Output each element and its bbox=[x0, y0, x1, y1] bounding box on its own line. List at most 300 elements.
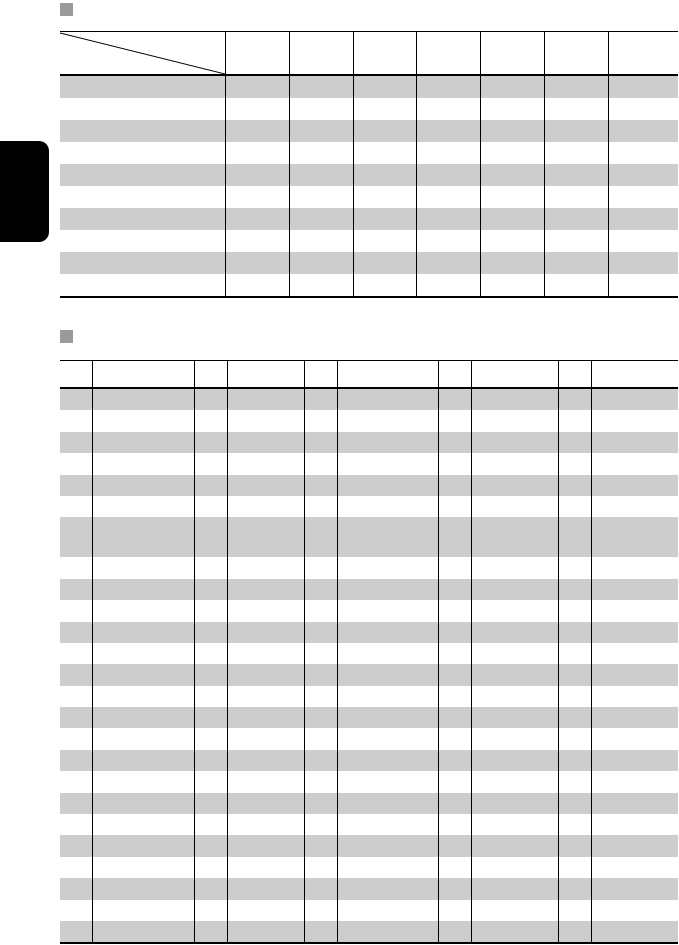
table-2-row bbox=[60, 750, 678, 771]
table-2-cell bbox=[60, 686, 92, 707]
table-1-cell bbox=[225, 120, 289, 142]
table-2-cell bbox=[227, 728, 304, 749]
table-2-cell bbox=[438, 835, 471, 856]
table-2-cell bbox=[337, 793, 438, 814]
table-2-cell bbox=[471, 707, 558, 728]
table-2-cell bbox=[194, 793, 227, 814]
table-2-cell bbox=[92, 517, 194, 557]
table-2-cell bbox=[438, 728, 471, 749]
table-2 bbox=[60, 360, 678, 944]
table-1-row bbox=[60, 230, 678, 252]
table-2-cell bbox=[227, 857, 304, 878]
table-2-row bbox=[60, 835, 678, 856]
table-2-cell bbox=[304, 814, 337, 835]
table-1-cell bbox=[60, 98, 225, 120]
table-1-cell bbox=[416, 120, 480, 142]
table-2-row bbox=[60, 600, 678, 621]
table-2-row bbox=[60, 517, 678, 557]
table-2-cell bbox=[92, 453, 194, 474]
table-2-cell bbox=[92, 728, 194, 749]
table-2-cell bbox=[92, 496, 194, 517]
table-1-cell bbox=[60, 230, 225, 252]
table-1-cell bbox=[353, 252, 416, 274]
table-2-cell bbox=[227, 643, 304, 664]
table-2-cell bbox=[471, 771, 558, 792]
table-1-cell bbox=[289, 274, 353, 297]
table-2-cell bbox=[227, 475, 304, 496]
table-2-cell bbox=[194, 557, 227, 578]
table-2-cell bbox=[60, 517, 92, 557]
table-2-cell bbox=[471, 643, 558, 664]
table-2-cell bbox=[194, 728, 227, 749]
table-2-row bbox=[60, 410, 678, 431]
table-2-cell bbox=[471, 900, 558, 921]
table-2-cell bbox=[92, 579, 194, 600]
table-2-cell bbox=[337, 579, 438, 600]
table-2-cell bbox=[591, 900, 678, 921]
table-2-cell bbox=[92, 388, 194, 410]
table-1-cell bbox=[480, 164, 544, 186]
table-2-cell bbox=[304, 557, 337, 578]
table-1-cell bbox=[353, 142, 416, 164]
table-1-cell bbox=[353, 186, 416, 208]
table-2-cell bbox=[227, 517, 304, 557]
table-2-cell bbox=[92, 600, 194, 621]
table-1-cell bbox=[60, 208, 225, 230]
table-1-cell bbox=[289, 164, 353, 186]
table-2-cell bbox=[558, 600, 591, 621]
table-2-cell bbox=[438, 793, 471, 814]
table-2-cell bbox=[558, 517, 591, 557]
table-2-cell bbox=[558, 622, 591, 643]
table-2-cell bbox=[558, 643, 591, 664]
table-2-cell bbox=[304, 728, 337, 749]
table-1 bbox=[60, 31, 678, 298]
table-2-cell bbox=[591, 622, 678, 643]
table-2-cell bbox=[337, 750, 438, 771]
table-2-header-cell bbox=[438, 361, 471, 389]
table-2-cell bbox=[337, 475, 438, 496]
table-2-cell bbox=[558, 557, 591, 578]
table-2-cell bbox=[591, 517, 678, 557]
table-2-cell bbox=[60, 643, 92, 664]
table-2-cell bbox=[92, 432, 194, 453]
table-2-cell bbox=[60, 475, 92, 496]
table-1-header-cell bbox=[289, 32, 353, 76]
table-2-cell bbox=[337, 878, 438, 899]
table-1-cell bbox=[353, 208, 416, 230]
table-2-cell bbox=[591, 878, 678, 899]
table-2-cell bbox=[194, 921, 227, 943]
table-2-cell bbox=[194, 475, 227, 496]
table-1-cell bbox=[416, 164, 480, 186]
table-2-cell bbox=[471, 622, 558, 643]
table-2-cell bbox=[558, 835, 591, 856]
table-1-cell bbox=[608, 164, 678, 186]
table-2-cell bbox=[591, 475, 678, 496]
table-2-cell bbox=[438, 921, 471, 943]
table-2-cell bbox=[337, 664, 438, 685]
table-1-cell bbox=[480, 98, 544, 120]
table-2-cell bbox=[227, 771, 304, 792]
table-2-cell bbox=[92, 643, 194, 664]
table-2-cell bbox=[194, 517, 227, 557]
table-2-cell bbox=[60, 410, 92, 431]
table-2-cell bbox=[438, 707, 471, 728]
table-2-cell bbox=[194, 835, 227, 856]
table-2-cell bbox=[304, 750, 337, 771]
table-2-cell bbox=[438, 475, 471, 496]
table-2-cell bbox=[194, 453, 227, 474]
table-2-cell bbox=[558, 686, 591, 707]
table-2-cell bbox=[92, 475, 194, 496]
table-2-cell bbox=[471, 921, 558, 943]
table-2-cell bbox=[337, 900, 438, 921]
table-2-row bbox=[60, 814, 678, 835]
table-1-cell bbox=[225, 164, 289, 186]
table-2-cell bbox=[591, 600, 678, 621]
table-2-row bbox=[60, 728, 678, 749]
table-2-cell bbox=[337, 771, 438, 792]
table-2-cell bbox=[304, 793, 337, 814]
table-1-cell bbox=[608, 252, 678, 274]
table-1-cell bbox=[608, 208, 678, 230]
table-2-row bbox=[60, 707, 678, 728]
table-2-cell bbox=[194, 410, 227, 431]
table-2-cell bbox=[337, 835, 438, 856]
table-2-cell bbox=[227, 432, 304, 453]
table-2-cell bbox=[438, 750, 471, 771]
table-1-cell bbox=[480, 230, 544, 252]
table-2-header-row bbox=[60, 361, 678, 389]
table-1-cell bbox=[353, 164, 416, 186]
table-2-cell bbox=[471, 728, 558, 749]
table-2-cell bbox=[438, 900, 471, 921]
table-2-cell bbox=[591, 707, 678, 728]
table-1-cell bbox=[544, 252, 608, 274]
table-2-cell bbox=[438, 814, 471, 835]
table-2-header-cell bbox=[471, 361, 558, 389]
table-2-cell bbox=[60, 453, 92, 474]
table-2-cell bbox=[337, 496, 438, 517]
table-1-cell bbox=[480, 252, 544, 274]
table-1-cell bbox=[353, 98, 416, 120]
table-2-cell bbox=[438, 432, 471, 453]
table-1-cell bbox=[608, 120, 678, 142]
table-2-cell bbox=[60, 432, 92, 453]
table-2-cell bbox=[438, 517, 471, 557]
table-2-cell bbox=[471, 814, 558, 835]
table-2-cell bbox=[558, 707, 591, 728]
table-2-cell bbox=[471, 517, 558, 557]
table-2-row bbox=[60, 475, 678, 496]
table-2-cell bbox=[227, 388, 304, 410]
table-1-cell bbox=[225, 142, 289, 164]
table-1-row bbox=[60, 98, 678, 120]
table-2-cell bbox=[558, 432, 591, 453]
table-2-cell bbox=[60, 622, 92, 643]
table-2-cell bbox=[558, 793, 591, 814]
table-1-cell bbox=[480, 186, 544, 208]
table-2-header-cell bbox=[92, 361, 194, 389]
table-2-cell bbox=[337, 517, 438, 557]
table-2-cell bbox=[227, 835, 304, 856]
table-2-cell bbox=[304, 921, 337, 943]
table-1-cell bbox=[353, 274, 416, 297]
table-2-cell bbox=[304, 664, 337, 685]
table-2-cell bbox=[227, 814, 304, 835]
table-2-cell bbox=[438, 410, 471, 431]
table-2-cell bbox=[591, 432, 678, 453]
table-2-cell bbox=[471, 750, 558, 771]
table-2-cell bbox=[194, 388, 227, 410]
table-2-cell bbox=[337, 622, 438, 643]
table-1-cell bbox=[60, 142, 225, 164]
table-2-cell bbox=[591, 686, 678, 707]
table-2-row bbox=[60, 771, 678, 792]
table-1-cell bbox=[353, 120, 416, 142]
table-2-cell bbox=[194, 771, 227, 792]
table-2-cell bbox=[194, 579, 227, 600]
table-2-cell bbox=[227, 453, 304, 474]
table-2-cell bbox=[304, 579, 337, 600]
table-2-cell bbox=[591, 388, 678, 410]
section-1-marker bbox=[60, 3, 73, 16]
table-2-cell bbox=[471, 878, 558, 899]
table-2-cell bbox=[337, 857, 438, 878]
table-1-cell bbox=[225, 186, 289, 208]
table-2-cell bbox=[92, 750, 194, 771]
table-2-cell bbox=[471, 410, 558, 431]
table-2-cell bbox=[337, 728, 438, 749]
table-1-cell bbox=[608, 98, 678, 120]
table-2-cell bbox=[194, 600, 227, 621]
table-2-cell bbox=[337, 814, 438, 835]
table-2-cell bbox=[60, 664, 92, 685]
table-2-row bbox=[60, 793, 678, 814]
table-2-cell bbox=[471, 453, 558, 474]
table-1-cell bbox=[225, 75, 289, 98]
table-2-cell bbox=[304, 410, 337, 431]
table-2-cell bbox=[227, 600, 304, 621]
table-1-cell bbox=[544, 274, 608, 297]
table-2-cell bbox=[92, 622, 194, 643]
table-2-cell bbox=[304, 600, 337, 621]
table-2-cell bbox=[337, 410, 438, 431]
table-2-row bbox=[60, 686, 678, 707]
table-2-cell bbox=[438, 388, 471, 410]
table-2-cell bbox=[591, 557, 678, 578]
table-2-cell bbox=[438, 600, 471, 621]
table-2-cell bbox=[591, 453, 678, 474]
table-2-cell bbox=[304, 686, 337, 707]
table-2-row bbox=[60, 857, 678, 878]
table-2-cell bbox=[227, 750, 304, 771]
table-2-header-cell bbox=[60, 361, 92, 389]
table-1-cell bbox=[289, 230, 353, 252]
table-2-cell bbox=[558, 410, 591, 431]
table-2-row bbox=[60, 643, 678, 664]
table-1-row bbox=[60, 274, 678, 297]
table-2-cell bbox=[438, 664, 471, 685]
table-1-cell bbox=[60, 186, 225, 208]
table-2-cell bbox=[304, 707, 337, 728]
table-2-cell bbox=[337, 388, 438, 410]
table-2-cell bbox=[304, 622, 337, 643]
table-2-cell bbox=[60, 707, 92, 728]
table-2-cell bbox=[60, 496, 92, 517]
table-1-cell bbox=[544, 164, 608, 186]
table-2-cell bbox=[304, 453, 337, 474]
table-2-cell bbox=[591, 579, 678, 600]
table-2-cell bbox=[471, 579, 558, 600]
table-1-row bbox=[60, 186, 678, 208]
table-2-cell bbox=[194, 432, 227, 453]
table-2-cell bbox=[558, 475, 591, 496]
table-2-cell bbox=[558, 728, 591, 749]
table-1-row bbox=[60, 164, 678, 186]
table-2-cell bbox=[92, 410, 194, 431]
table-2-cell bbox=[471, 857, 558, 878]
table-2-cell bbox=[92, 835, 194, 856]
table-2-cell bbox=[227, 664, 304, 685]
table-2-cell bbox=[558, 900, 591, 921]
table-2-cell bbox=[92, 921, 194, 943]
table-2-cell bbox=[60, 878, 92, 899]
table-2-cell bbox=[337, 707, 438, 728]
table-1-cell bbox=[608, 142, 678, 164]
table-2-row bbox=[60, 921, 678, 943]
table-2-cell bbox=[194, 857, 227, 878]
table-2-cell bbox=[558, 921, 591, 943]
table-2-cell bbox=[60, 750, 92, 771]
table-2-cell bbox=[304, 475, 337, 496]
table-1-header-cell bbox=[416, 32, 480, 76]
table-1-header-cell bbox=[225, 32, 289, 76]
table-2-cell bbox=[591, 835, 678, 856]
table-2-cell bbox=[194, 622, 227, 643]
table-2-cell bbox=[591, 921, 678, 943]
table-1-row bbox=[60, 120, 678, 142]
table-2-cell bbox=[227, 878, 304, 899]
table-2-cell bbox=[60, 857, 92, 878]
table-2-header-cell bbox=[194, 361, 227, 389]
table-1-cell bbox=[289, 142, 353, 164]
table-1-header-row bbox=[60, 32, 678, 76]
table-2-cell bbox=[92, 707, 194, 728]
table-2-cell bbox=[194, 643, 227, 664]
table-2-cell bbox=[92, 793, 194, 814]
table-2-row bbox=[60, 622, 678, 643]
table-1-cell bbox=[60, 120, 225, 142]
table-1-cell bbox=[480, 120, 544, 142]
section-2-marker bbox=[60, 330, 73, 343]
table-2-cell bbox=[471, 686, 558, 707]
table-2-cell bbox=[194, 878, 227, 899]
table-1-cell bbox=[416, 75, 480, 98]
diagonal-divider bbox=[60, 32, 225, 74]
table-2-cell bbox=[438, 622, 471, 643]
table-2-cell bbox=[304, 517, 337, 557]
table-2-cell bbox=[591, 857, 678, 878]
table-2-cell bbox=[194, 707, 227, 728]
table-2-cell bbox=[471, 496, 558, 517]
table-1-cell bbox=[416, 274, 480, 297]
table-2-cell bbox=[471, 432, 558, 453]
table-2-row bbox=[60, 496, 678, 517]
table-2-cell bbox=[60, 814, 92, 835]
table-2-cell bbox=[558, 579, 591, 600]
table-2-cell bbox=[304, 900, 337, 921]
table-2-cell bbox=[438, 557, 471, 578]
table-2-cell bbox=[591, 410, 678, 431]
table-1-cell bbox=[608, 186, 678, 208]
table-1-cell bbox=[289, 120, 353, 142]
table-1-row bbox=[60, 75, 678, 98]
table-1-header-cell bbox=[480, 32, 544, 76]
table-2-header-cell bbox=[591, 361, 678, 389]
table-1-cell bbox=[353, 230, 416, 252]
table-2-cell bbox=[471, 388, 558, 410]
table-2-cell bbox=[304, 388, 337, 410]
table-1-cell bbox=[289, 75, 353, 98]
table-2-cell bbox=[60, 921, 92, 943]
table-2-cell bbox=[438, 857, 471, 878]
table-2-cell bbox=[471, 600, 558, 621]
table-1-cell bbox=[289, 252, 353, 274]
table-1-cell bbox=[480, 208, 544, 230]
table-2-cell bbox=[227, 557, 304, 578]
table-2-cell bbox=[60, 771, 92, 792]
table-2-cell bbox=[591, 771, 678, 792]
table-2-cell bbox=[92, 878, 194, 899]
table-1-cell bbox=[544, 142, 608, 164]
table-2-cell bbox=[438, 771, 471, 792]
table-2-cell bbox=[227, 921, 304, 943]
table-1-cell bbox=[225, 208, 289, 230]
table-1-cell bbox=[416, 142, 480, 164]
table-2-cell bbox=[194, 900, 227, 921]
table-1-cell bbox=[289, 98, 353, 120]
table-1-cell bbox=[544, 98, 608, 120]
table-2-cell bbox=[558, 496, 591, 517]
table-2-cell bbox=[227, 707, 304, 728]
table-2-header-cell bbox=[558, 361, 591, 389]
table-2-cell bbox=[60, 835, 92, 856]
table-2-cell bbox=[438, 453, 471, 474]
table-2-cell bbox=[194, 686, 227, 707]
table-2-cell bbox=[558, 878, 591, 899]
table-1-cell bbox=[544, 186, 608, 208]
table-2-cell bbox=[471, 475, 558, 496]
table-1-cell bbox=[480, 142, 544, 164]
table-2-cell bbox=[60, 557, 92, 578]
table-1-cell bbox=[480, 75, 544, 98]
table-2-cell bbox=[337, 600, 438, 621]
table-2-cell bbox=[227, 622, 304, 643]
table-2-cell bbox=[304, 878, 337, 899]
table-2-row bbox=[60, 557, 678, 578]
table-2-row bbox=[60, 579, 678, 600]
table-1-cell bbox=[544, 120, 608, 142]
table-1-corner-cell bbox=[60, 32, 225, 76]
table-2-cell bbox=[60, 900, 92, 921]
table-2-cell bbox=[337, 557, 438, 578]
table-2-cell bbox=[438, 643, 471, 664]
table-2-cell bbox=[194, 496, 227, 517]
table-2-cell bbox=[558, 750, 591, 771]
table-2-cell bbox=[591, 664, 678, 685]
